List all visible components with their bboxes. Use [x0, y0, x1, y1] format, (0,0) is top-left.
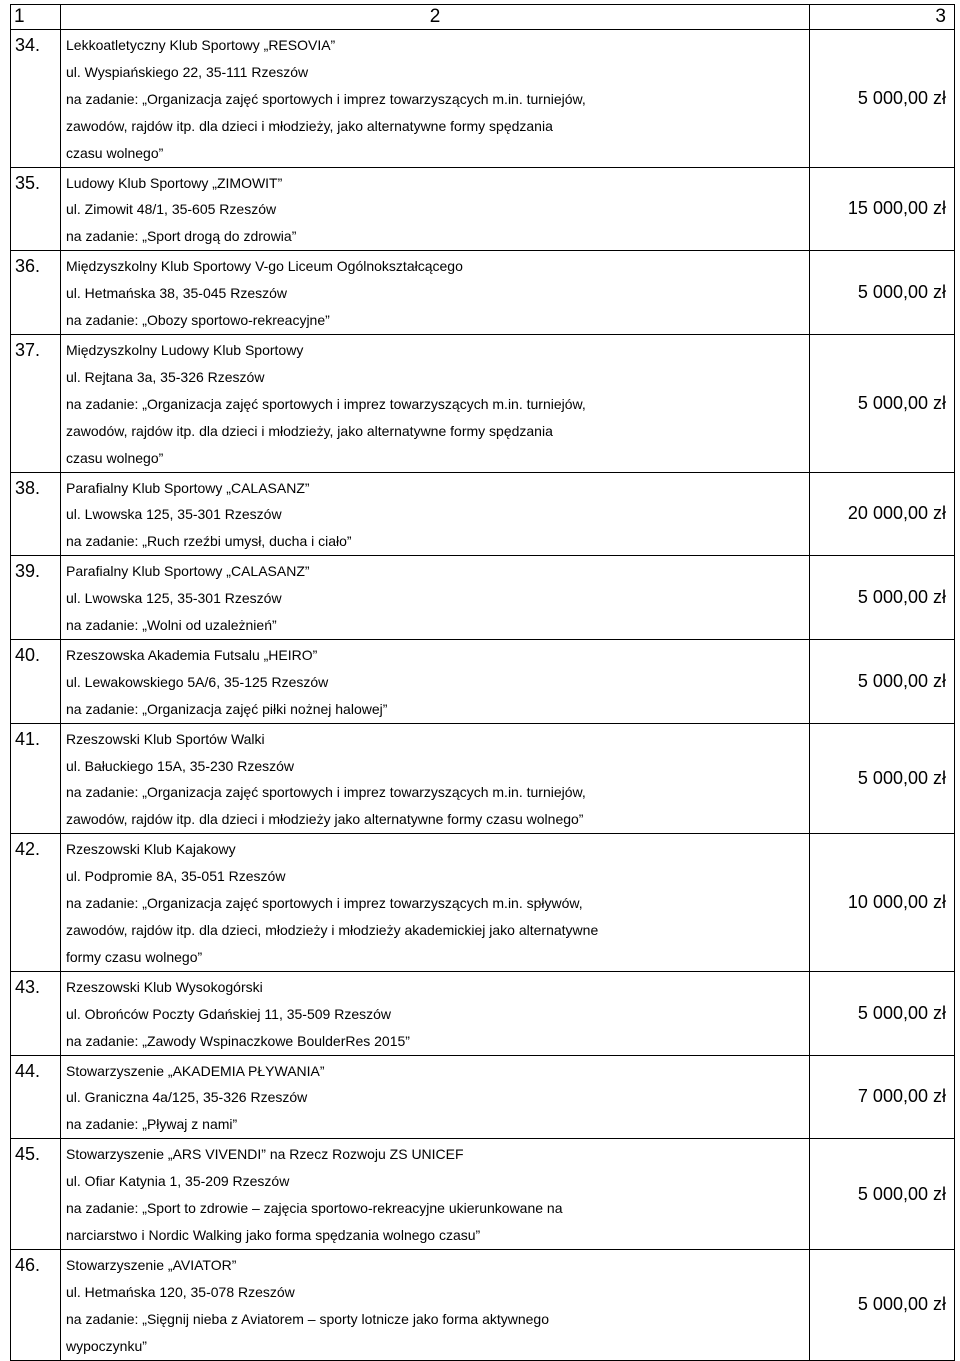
- organization-address: ul. Lwowska 125, 35-301 Rzeszów: [66, 506, 282, 523]
- row-number: 39.: [11, 556, 61, 640]
- row-number: 35.: [11, 167, 61, 251]
- row-description: [61, 723, 810, 834]
- task-description-line: na zadanie: „Organizacja zajęć sportowych i imprez towarzyszących m.in. spływów,: [66, 895, 583, 912]
- row-number: 46.: [11, 1249, 61, 1360]
- task-description-line: zawodów, rajdów itp. dla dzieci i młodzieży, jako alternatywne formy spędzania: [66, 117, 553, 134]
- organization-address: ul. Hetmańska 120, 35-078 Rzeszów: [66, 1283, 295, 1300]
- organization-name: Rzeszowski Klub Sportów Walki: [66, 730, 265, 747]
- table-header-row: [11, 5, 955, 30]
- row-number: 36.: [11, 251, 61, 335]
- organization-address: ul. Podpromie 8A, 35-051 Rzeszów: [66, 868, 286, 885]
- row-number: 44.: [11, 1055, 61, 1139]
- row-number: 41.: [11, 723, 61, 834]
- organization-address: ul. Zimowit 48/1, 35-605 Rzeszów: [66, 201, 277, 218]
- task-description-line: narciarstwo i Nordic Walking jako forma spędzania wolnego czasu”: [66, 1226, 481, 1243]
- organization-name: Międzyszkolny Klub Sportowy V-go Liceum Ogólnokształcącego: [66, 258, 463, 275]
- task-description-line: na zadanie: „Ruch rzeźbi umysł, ducha i ciało”: [66, 533, 352, 550]
- table-row: [11, 639, 955, 723]
- table-row: [11, 556, 955, 640]
- row-description: [61, 167, 810, 251]
- task-description-line: zawodów, rajdów itp. dla dzieci i młodzieży, jako alternatywne formy spędzania: [66, 422, 553, 439]
- row-description: [61, 30, 810, 168]
- table-row: [11, 472, 955, 556]
- row-description: [61, 556, 810, 640]
- row-description: [61, 639, 810, 723]
- row-description: [61, 1249, 810, 1360]
- task-description-line: czasu wolnego”: [66, 144, 164, 161]
- organization-address: ul. Lwowska 125, 35-301 Rzeszów: [66, 590, 282, 607]
- row-description: [61, 472, 810, 556]
- row-number: 34.: [11, 30, 61, 168]
- grant-amount: 5 000,00 zł: [810, 639, 955, 723]
- organization-name: Rzeszowski Klub Kajakowy: [66, 841, 236, 858]
- table-row: [11, 1139, 955, 1250]
- column-2-header: 2: [61, 5, 810, 30]
- task-description-line: na zadanie: „Sport to zdrowie – zajęcia sportowo-rekreacyjne ukierunkowane na: [66, 1200, 563, 1217]
- grants-table: [10, 4, 955, 1361]
- task-description-line: na zadanie: „Sięgnij nieba z Aviatorem – sporty lotnicze jako forma aktywnego: [66, 1310, 550, 1327]
- organization-name: Parafialny Klub Sportowy „CALASANZ”: [66, 563, 310, 580]
- task-description-line: na zadanie: „Organizacja zajęć sportowych i imprez towarzyszących m.in. turniejów,: [66, 395, 586, 412]
- row-description: [61, 834, 810, 972]
- table-row: [11, 834, 955, 972]
- grant-amount: 7 000,00 zł: [810, 1055, 955, 1139]
- table-row: [11, 971, 955, 1055]
- task-description-line: na zadanie: „Zawody Wspinaczkowe BoulderRes 2015”: [66, 1032, 410, 1049]
- row-number: 40.: [11, 639, 61, 723]
- organization-address: ul. Wyspiańskiego 22, 35-111 Rzeszów: [66, 63, 309, 80]
- task-description-line: na zadanie: „Sport drogą do zdrowia”: [66, 228, 297, 245]
- row-number: 37.: [11, 334, 61, 472]
- row-description: [61, 1055, 810, 1139]
- organization-name: Lekkoatletyczny Klub Sportowy „RESOVIA”: [66, 37, 336, 53]
- grant-amount: 5 000,00 zł: [810, 1139, 955, 1250]
- grant-amount: 20 000,00 zł: [810, 472, 955, 556]
- grant-amount: 5 000,00 zł: [810, 251, 955, 335]
- organization-address: ul. Lewakowskiego 5A/6, 35-125 Rzeszów: [66, 673, 329, 690]
- task-description-line: czasu wolnego”: [66, 449, 164, 466]
- task-description-line: na zadanie: „Organizacja zajęć sportowych i imprez towarzyszących m.in. turniejów,: [66, 90, 586, 107]
- row-description: [61, 971, 810, 1055]
- grant-amount: 5 000,00 zł: [810, 334, 955, 472]
- grant-amount: 5 000,00 zł: [810, 723, 955, 834]
- organization-name: Stowarzyszenie „ARS VIVENDI” na Rzecz Rozwoju ZS UNICEF: [66, 1146, 464, 1163]
- table-row: [11, 723, 955, 834]
- organization-address: ul. Graniczna 4a/125, 35-326 Rzeszów: [66, 1089, 308, 1106]
- organization-address: ul. Bałuckiego 15A, 35-230 Rzeszów: [66, 757, 295, 774]
- organization-name: Międzyszkolny Ludowy Klub Sportowy: [66, 341, 304, 358]
- row-description: [61, 334, 810, 472]
- grants-table-body: [11, 5, 955, 1361]
- grant-amount: 15 000,00 zł: [810, 167, 955, 251]
- organization-address: ul. Ofiar Katynia 1, 35-209 Rzeszów: [66, 1173, 290, 1190]
- task-description-line: zawodów, rajdów itp. dla dzieci, młodzieży i młodzieży akademickiej jako alternatywne: [66, 922, 599, 938]
- table-row: [11, 167, 955, 251]
- organization-address: ul. Rejtana 3a, 35-326 Rzeszów: [66, 368, 265, 385]
- table-row: [11, 334, 955, 472]
- task-description-line: na zadanie: „Obozy sportowo-rekreacyjne”: [66, 312, 330, 329]
- task-description-line: na zadanie: „Organizacja zajęć piłki nożnej halowej”: [66, 700, 388, 717]
- organization-name: Rzeszowska Akademia Futsalu „HEIRO”: [66, 646, 318, 663]
- column-1-header: 1: [11, 5, 61, 30]
- organization-name: Stowarzyszenie „AKADEMIA PŁYWANIA”: [66, 1062, 325, 1079]
- organization-name: Stowarzyszenie „AVIATOR”: [66, 1256, 237, 1273]
- task-description-line: formy czasu wolnego”: [66, 948, 203, 965]
- table-row: [11, 30, 955, 168]
- task-description-line: na zadanie: „Organizacja zajęć sportowych i imprez towarzyszących m.in. turniejów,: [66, 784, 586, 801]
- task-description-line: wypoczynku”: [66, 1337, 147, 1354]
- row-number: 38.: [11, 472, 61, 556]
- organization-name: Ludowy Klub Sportowy „ZIMOWIT”: [66, 174, 283, 191]
- row-description: [61, 1139, 810, 1250]
- grant-amount: 5 000,00 zł: [810, 1249, 955, 1360]
- organization-name: Parafialny Klub Sportowy „CALASANZ”: [66, 479, 310, 496]
- organization-address: ul. Obrońców Poczty Gdańskiej 11, 35-509 Rzeszów: [66, 1005, 392, 1022]
- table-row: [11, 251, 955, 335]
- row-number: 42.: [11, 834, 61, 972]
- row-description: [61, 251, 810, 335]
- table-row: [11, 1055, 955, 1139]
- grant-amount: 10 000,00 zł: [810, 834, 955, 972]
- organization-address: ul. Hetmańska 38, 35-045 Rzeszów: [66, 285, 287, 302]
- row-number: 43.: [11, 971, 61, 1055]
- grant-amount: 5 000,00 zł: [810, 30, 955, 168]
- organization-name: Rzeszowski Klub Wysokogórski: [66, 978, 263, 995]
- column-3-header: 3: [810, 5, 955, 30]
- row-number: 45.: [11, 1139, 61, 1250]
- grant-amount: 5 000,00 zł: [810, 556, 955, 640]
- table-row: [11, 1249, 955, 1360]
- task-description-line: na zadanie: „Wolni od uzależnień”: [66, 617, 277, 634]
- task-description-line: na zadanie: „Pływaj z nami”: [66, 1116, 238, 1133]
- task-description-line: zawodów, rajdów itp. dla dzieci i młodzieży jako alternatywne formy czasu wolnego”: [66, 811, 584, 828]
- grant-amount: 5 000,00 zł: [810, 971, 955, 1055]
